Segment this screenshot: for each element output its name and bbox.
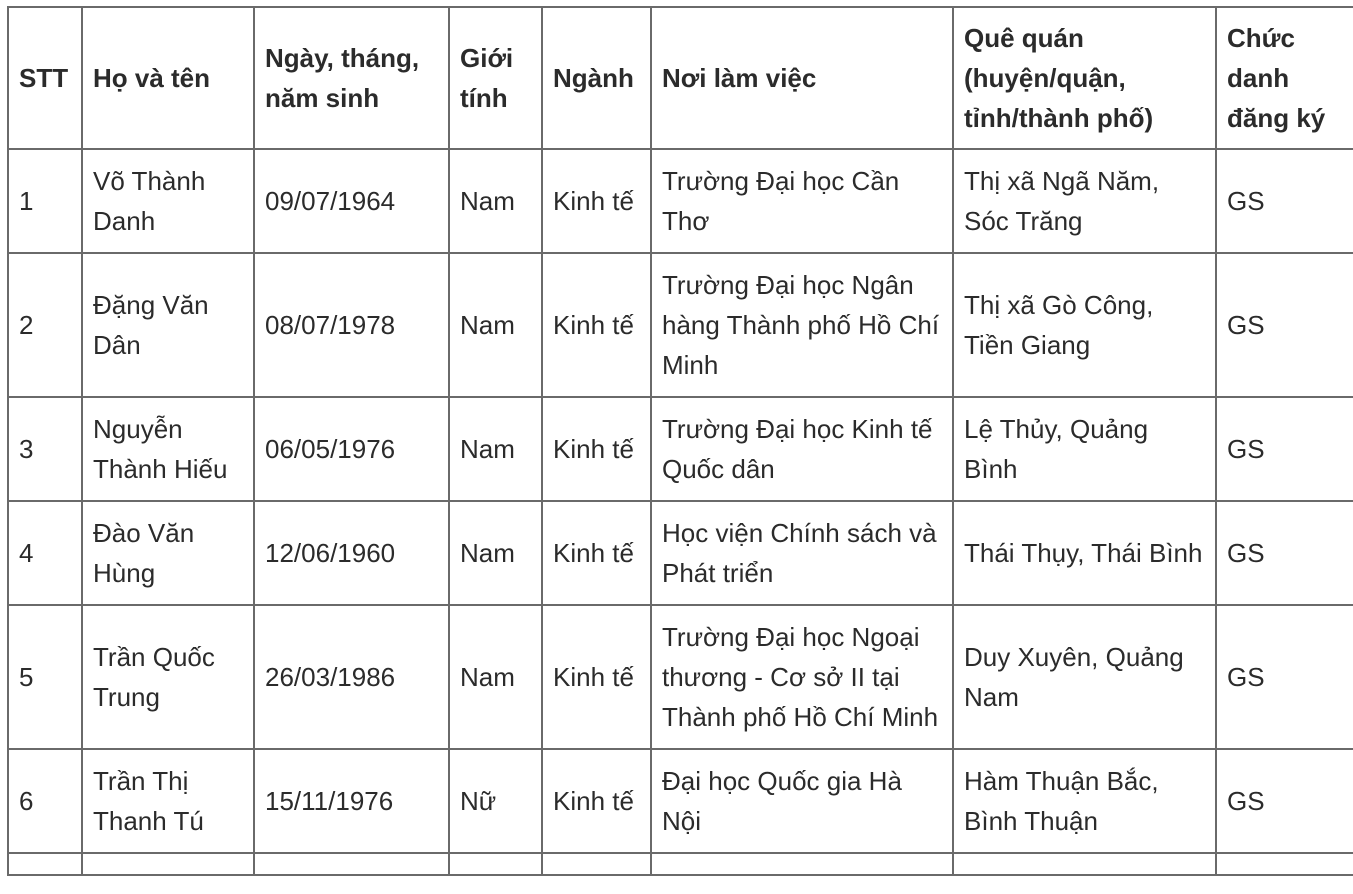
cell-hometown: Thị xã Gò Công, Tiền Giang bbox=[953, 253, 1216, 397]
cell-workplace: Trường Đại học Cần Thơ bbox=[651, 149, 953, 253]
cell-birthdate: 09/07/1964 bbox=[254, 149, 449, 253]
cell-field: Kinh tế bbox=[542, 397, 651, 501]
cell-empty bbox=[449, 853, 542, 875]
cell-empty bbox=[953, 853, 1216, 875]
header-workplace: Nơi làm việc bbox=[651, 7, 953, 149]
cell-name: Trần Quốc Trung bbox=[82, 605, 254, 749]
cell-birthdate: 12/06/1960 bbox=[254, 501, 449, 605]
cell-stt: 5 bbox=[8, 605, 82, 749]
cell-title: GS bbox=[1216, 605, 1353, 749]
cell-gender: Nam bbox=[449, 253, 542, 397]
header-hometown: Quê quán (huyện/quận, tỉnh/thành phố) bbox=[953, 7, 1216, 149]
cell-title: GS bbox=[1216, 397, 1353, 501]
cell-hometown: Lệ Thủy, Quảng Bình bbox=[953, 397, 1216, 501]
header-birthdate: Ngày, tháng, năm sinh bbox=[254, 7, 449, 149]
cell-birthdate: 15/11/1976 bbox=[254, 749, 449, 853]
table-row bbox=[8, 501, 1353, 605]
header-gender: Giới tính bbox=[449, 7, 542, 149]
cell-birthdate: 06/05/1976 bbox=[254, 397, 449, 501]
cell-hometown: Thái Thụy, Thái Bình bbox=[953, 501, 1216, 605]
table-row bbox=[8, 149, 1353, 253]
table-row bbox=[8, 397, 1353, 501]
cell-gender: Nam bbox=[449, 149, 542, 253]
cell-gender: Nam bbox=[449, 605, 542, 749]
cell-workplace: Trường Đại học Ngoại thương - Cơ sở II tại Thành phố Hồ Chí Minh bbox=[651, 605, 953, 749]
header-field: Ngành bbox=[542, 7, 651, 149]
cell-field: Kinh tế bbox=[542, 149, 651, 253]
cell-gender: Nam bbox=[449, 397, 542, 501]
candidate-table bbox=[7, 6, 1353, 876]
cell-birthdate: 08/07/1978 bbox=[254, 253, 449, 397]
cell-title: GS bbox=[1216, 253, 1353, 397]
cell-name: Đặng Văn Dân bbox=[82, 253, 254, 397]
cell-stt: 2 bbox=[8, 253, 82, 397]
cell-stt: 6 bbox=[8, 749, 82, 853]
cell-field: Kinh tế bbox=[542, 253, 651, 397]
cell-stt: 1 bbox=[8, 149, 82, 253]
cell-hometown: Hàm Thuận Bắc, Bình Thuận bbox=[953, 749, 1216, 853]
cell-field: Kinh tế bbox=[542, 501, 651, 605]
header-name: Họ và tên bbox=[82, 7, 254, 149]
cell-name: Đào Văn Hùng bbox=[82, 501, 254, 605]
table-row bbox=[8, 253, 1353, 397]
cell-gender: Nữ bbox=[449, 749, 542, 853]
cell-field: Kinh tế bbox=[542, 605, 651, 749]
cell-empty bbox=[82, 853, 254, 875]
cell-field: Kinh tế bbox=[542, 749, 651, 853]
cell-gender: Nam bbox=[449, 501, 542, 605]
cell-workplace: Đại học Quốc gia Hà Nội bbox=[651, 749, 953, 853]
table-row-cut-off bbox=[8, 853, 1353, 875]
cell-name: Võ Thành Danh bbox=[82, 149, 254, 253]
cell-empty bbox=[254, 853, 449, 875]
table-row bbox=[8, 605, 1353, 749]
cell-hometown: Thị xã Ngã Năm, Sóc Trăng bbox=[953, 149, 1216, 253]
cell-birthdate: 26/03/1986 bbox=[254, 605, 449, 749]
cell-hometown: Duy Xuyên, Quảng Nam bbox=[953, 605, 1216, 749]
cell-workplace: Trường Đại học Kinh tế Quốc dân bbox=[651, 397, 953, 501]
header-title: Chức danh đăng ký bbox=[1216, 7, 1353, 149]
cell-stt: 4 bbox=[8, 501, 82, 605]
cell-title: GS bbox=[1216, 501, 1353, 605]
cell-workplace: Học viện Chính sách và Phát triển bbox=[651, 501, 953, 605]
cell-empty bbox=[1216, 853, 1353, 875]
cell-name: Trần Thị Thanh Tú bbox=[82, 749, 254, 853]
table-row bbox=[8, 749, 1353, 853]
header-stt: STT bbox=[8, 7, 82, 149]
header-row bbox=[8, 7, 1353, 149]
cell-stt: 3 bbox=[8, 397, 82, 501]
cell-empty bbox=[8, 853, 82, 875]
cell-title: GS bbox=[1216, 749, 1353, 853]
cell-title: GS bbox=[1216, 149, 1353, 253]
cell-workplace: Trường Đại học Ngân hàng Thành phố Hồ Chí Minh bbox=[651, 253, 953, 397]
cell-name: Nguyễn Thành Hiếu bbox=[82, 397, 254, 501]
cell-empty bbox=[542, 853, 651, 875]
cell-empty bbox=[651, 853, 953, 875]
